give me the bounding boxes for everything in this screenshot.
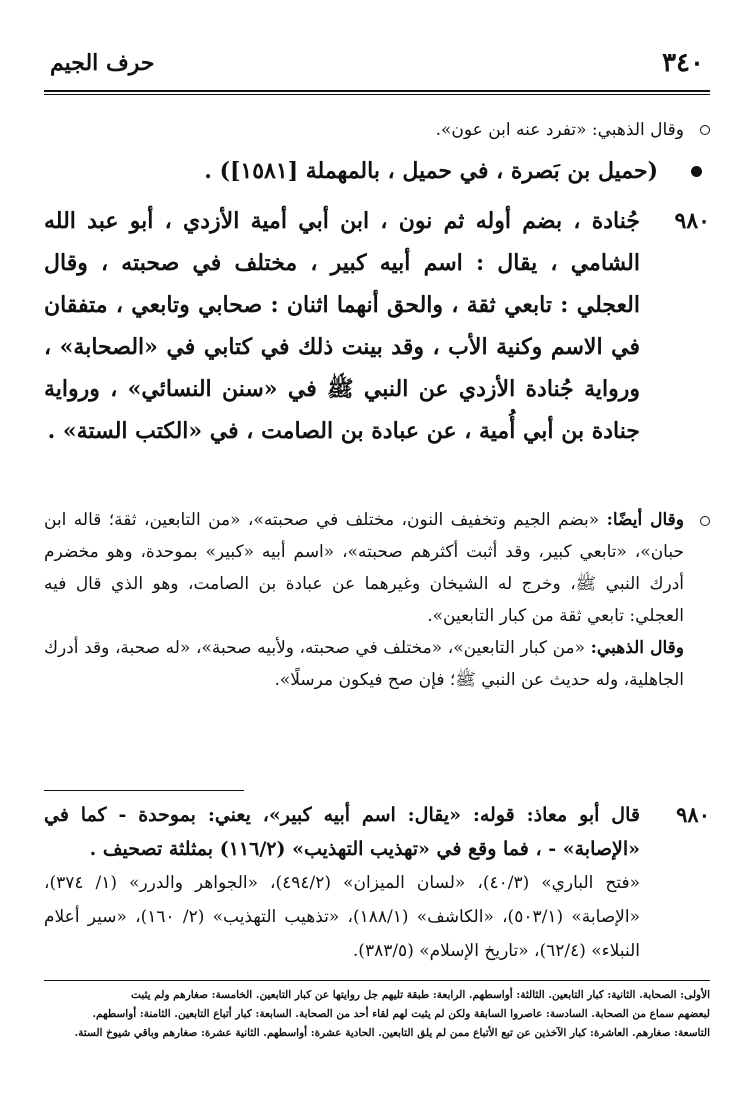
footnote-references <box>44 866 710 968</box>
legend-line: التاسعة: صغارهم. العاشرة: كبار الآخذين عن تبع الأتباع ممن لم يلق التابعين. الحادية عشرة: أواسطهم. الثانية عشرة: صغارهم وباقي شيوخ الستة. <box>74 1027 710 1039</box>
entry-text: جُنادة ، بضم أوله ثم نون ، ابن أبي أمية الأزدي ، أبو عبد الله الشامي ، يقال : اسم أبيه كبير ، مختلف في صحبته ، وقال العجلي : تابعي ثقة ، والحق أنهما اثنان : صحابي وتابعي ، متفقان في الاسم وكنية الأب ، وقد بينت ذلك في كتابي في «الصحابة» ، ورواية جُنادة الأزدي عن النبي ﷺ في «سنن النسائي» ، ورواية جنادة بن أبي أُمية ، عن عبادة بن الصامت ، في «الكتب الستة» . <box>44 208 640 444</box>
dhahabi-note-text: وقال الذهبي: «تفرد عنه ابن عون». <box>435 120 684 140</box>
entry-980 <box>44 200 710 452</box>
footnote-980 <box>44 798 710 866</box>
footnote-text: قال أبو معاذ: قوله: «يقال: اسم أبيه كبير»، يعني: بموحدة - كما في «الإصابة» - ، فما وقع في «تهذيب التهذيب» (١١٦/٢) بمثلثة تصحيف . <box>44 804 640 860</box>
tabaqat-legend <box>44 986 710 1043</box>
header-rule-thin <box>44 94 710 95</box>
page-number: ٣٤٠ <box>662 48 704 78</box>
book-page <box>44 36 710 1086</box>
hameel-entry <box>44 154 710 188</box>
notes-part2: «من كبار التابعين»، «مختلف في صحبته، ولأبيه صحبة»، «له صحبة، وقد أدرك الجاهلية، وله حديث عن النبي ﷺ؛ فإن صح فيكون مرسلًا». <box>44 638 684 690</box>
notes-lead: وقال أيضًا: <box>606 510 684 530</box>
footnote-rule <box>44 790 244 791</box>
legend-line: لبعضهم سماع من الصحابة. السادسة: عاصروا السابقة ولكن لم يثبت لهم لقاء أحد من الصحابة. السابعة: كبار أتباع التابعين. الثامنة: أواسطهم. <box>92 1008 710 1020</box>
notes-part1: «بضم الجيم وتخفيف النون، مختلف في صحبته»، «من التابعين، ثقة؛ قاله ابن حبان»، «تابعي كبير، وقد أثبت أكثرهم صحبته»، «اسم أبيه «كبير» بموحدة، وهو مخضرم أدرك النبي ﷺ، وخرج له الشيخان وغيرهما عن عبادة بن الصامت، وهو الذي قال فيه العجلي: تابعي ثقة من كبار التابعين». <box>44 510 684 626</box>
page-header <box>44 48 710 88</box>
circle-bullet-icon <box>700 125 710 135</box>
header-rule <box>44 90 710 92</box>
hameel-entry-text: (حميل بن بَصرة ، في حميل ، بالمهملة [١٥٨١]) . <box>204 158 658 184</box>
notes-block <box>44 504 710 696</box>
entry-number: ٩٨٠ <box>674 208 710 234</box>
footnote-number: ٩٨٠ <box>676 802 710 827</box>
legend-line: الأولى: الصحابة. الثانية: كبار التابعين. الثالثة: أواسطهم. الرابعة: طبقة تليهم جل روايتها عن كبار التابعين. الخامسة: صغارهم ولم يثبت <box>131 989 710 1001</box>
legend-rule <box>44 980 710 981</box>
dhahabi-note <box>44 116 710 144</box>
chapter-title: حرف الجيم <box>50 50 155 76</box>
circle-bullet-icon <box>700 516 710 526</box>
dot-bullet-icon <box>691 166 702 177</box>
notes-lead2: وقال الذهبي: <box>590 638 684 658</box>
footnote-refs-text: «فتح الباري» (٤٠/٣)، «لسان الميزان» (٤٩٤/٢)، «الجواهر والدرر» (١/ ٣٧٤)، «الإصابة» (٥٠٣/١)، «الكاشف» (١٨٨/١)، «تذهيب التهذيب» (٢/ ١٦٠)، «سير أعلام النبلاء» (٦٢/٤)، «تاريخ الإسلام» (٣٨٣/٥). <box>44 873 640 961</box>
